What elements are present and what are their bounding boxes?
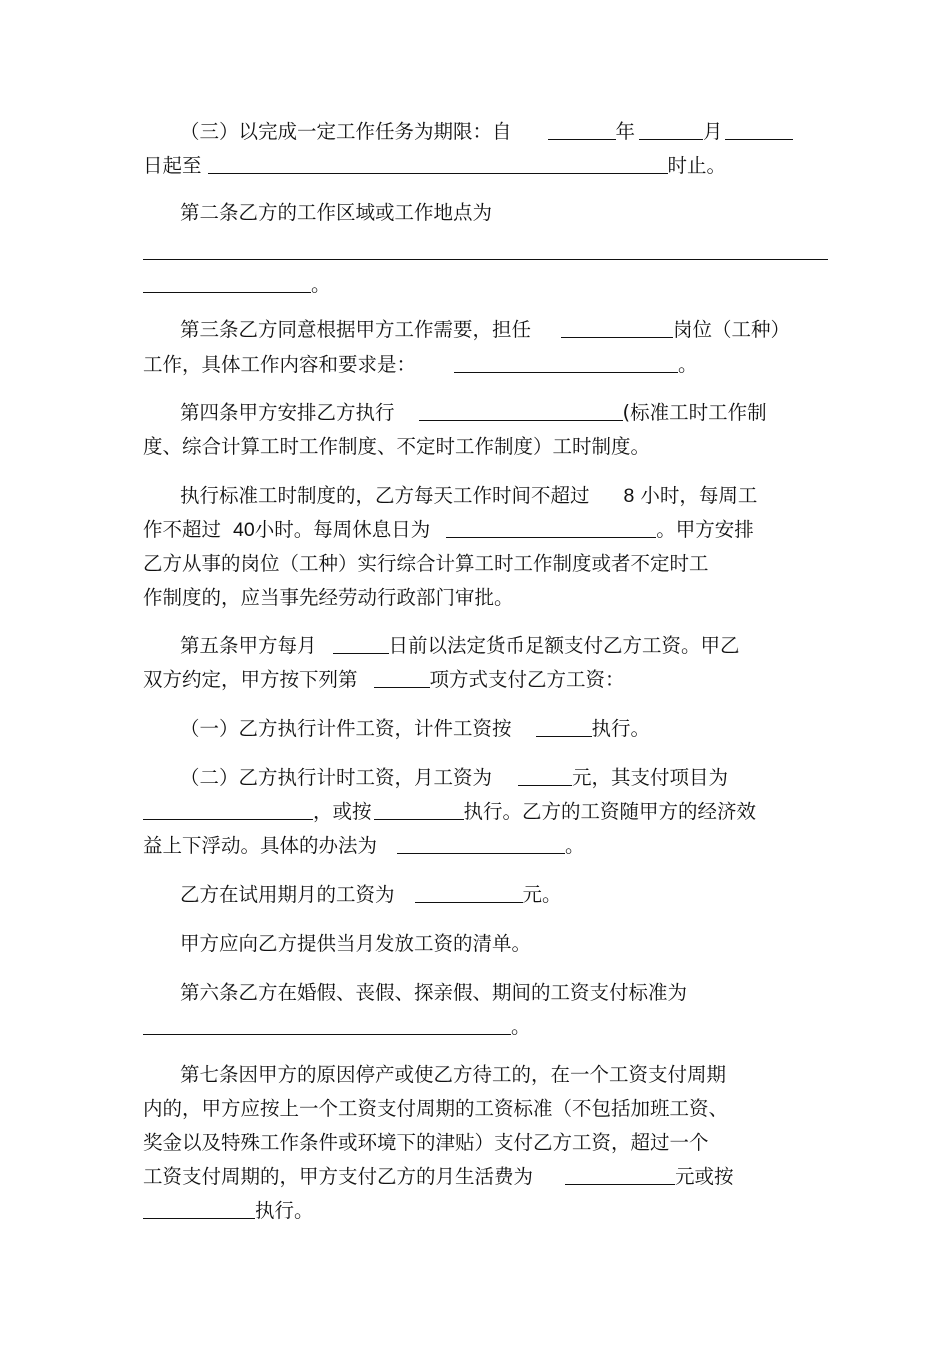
time-wage-line-3: [143, 833, 585, 859]
method-blank[interactable]: [397, 834, 565, 854]
text: 年: [615, 120, 636, 143]
text: （二）乙方执行计时工资，月工资为: [180, 766, 493, 789]
work-hours-system-blank[interactable]: [419, 401, 623, 421]
text: 第四条甲方安排乙方执行: [180, 401, 395, 424]
article-2-line: [180, 200, 492, 226]
text: 工资支付周期的，甲方支付乙方的月生活费为: [143, 1165, 534, 1188]
article-2-end: [143, 272, 331, 298]
article-3-line-1: [180, 317, 790, 343]
text: 甲方应向乙方提供当月发放工资的清单。: [180, 932, 532, 955]
article-7-line-4: [143, 1164, 734, 1190]
time-wage-line-2: [143, 799, 756, 825]
text: 第三条乙方同意根据甲方工作需要，担任: [180, 318, 532, 341]
text: 奖金以及特殊工作条件或环境下的津贴）支付乙方工资，超过一个: [143, 1131, 709, 1154]
text: 内的，甲方应按上一个工资支付周期的工资标准（不包括加班工资、: [143, 1097, 729, 1120]
text: 执行标准工时制度的，乙方每天工作时间不超过: [180, 484, 590, 507]
job-content-blank[interactable]: [454, 353, 678, 373]
month-blank[interactable]: [639, 120, 703, 140]
text: 日前以法定货币足额支付乙方工资。甲乙: [388, 634, 740, 657]
alt-pay-blank[interactable]: [374, 800, 464, 820]
text: 工作，具体工作内容和要求是：: [143, 353, 417, 376]
text: 日起至: [143, 154, 202, 177]
daily-hours: 8: [623, 485, 635, 507]
article-5-line-2: [143, 667, 625, 693]
article-7-line-2: [143, 1096, 728, 1122]
work-location-blank-2[interactable]: [143, 273, 311, 293]
text: 第五条甲方每月: [180, 634, 317, 657]
hours-line-4: [143, 585, 514, 611]
text: 第二条乙方的工作区域或工作地点为: [180, 201, 493, 224]
text: 小时。每周休息日为: [254, 518, 431, 541]
weekly-hours: 40: [233, 519, 255, 541]
text: 双方约定，甲方按下列第: [143, 668, 358, 691]
text: 第七条因甲方的原因停产或使乙方待工的，在一个工资支付周期: [180, 1063, 727, 1086]
text: （三）以完成一定工作任务为期限：自: [180, 120, 512, 143]
text: 执行。乙方的工资随甲方的经济效: [463, 800, 757, 823]
text: 作制度的，应当事先经劳动行政部门审批。: [143, 586, 514, 609]
text: 项方式支付乙方工资：: [429, 668, 625, 691]
text: 元或按: [675, 1165, 734, 1188]
text: 时止。: [667, 154, 727, 177]
article-6-line-1: [180, 980, 687, 1006]
pay-method-blank[interactable]: [374, 668, 430, 688]
year-blank[interactable]: [548, 120, 616, 140]
line-2: [143, 153, 726, 179]
alt-allowance-blank[interactable]: [143, 1199, 255, 1219]
line-1: [180, 119, 793, 145]
text: 小时，每周工: [640, 484, 758, 507]
leave-wage-blank[interactable]: [143, 1015, 511, 1035]
hours-line-2: [143, 517, 754, 543]
text: 。甲方安排: [656, 518, 754, 541]
article-4-line-1: [180, 400, 767, 426]
article-7-line-3: [143, 1130, 709, 1156]
text: 。: [311, 273, 331, 296]
text: 。: [678, 353, 698, 376]
text: 月: [703, 120, 723, 143]
position-blank[interactable]: [561, 318, 673, 338]
payslip-line: [180, 931, 531, 957]
text: ，或按: [313, 800, 372, 823]
work-location-blank[interactable]: [143, 259, 828, 260]
monthly-wage-blank[interactable]: [518, 766, 572, 786]
pay-items-blank[interactable]: [143, 800, 313, 820]
text: 。: [511, 1015, 531, 1038]
probation-wage-blank[interactable]: [415, 883, 523, 903]
time-wage-line-1: [180, 765, 728, 791]
text: 执行。: [255, 1199, 314, 1222]
text: （一）乙方执行计件工资，计件工资按: [180, 717, 512, 740]
piece-wage-line: [180, 716, 650, 742]
text: (标准工时工作制: [622, 401, 767, 424]
text: 元，其支付项目为: [572, 766, 729, 789]
text: 益上下浮动。具体的办法为: [143, 834, 378, 857]
day-blank[interactable]: [725, 120, 793, 140]
piece-wage-blank[interactable]: [536, 717, 592, 737]
probation-wage-line: [180, 882, 562, 908]
rest-day-blank[interactable]: [446, 518, 656, 538]
article-6-line-2: [143, 1014, 531, 1040]
article-3-line-2: [143, 352, 698, 378]
text: 作不超过: [143, 518, 222, 541]
text: 岗位（工种）: [673, 318, 791, 341]
hours-line-1: [180, 483, 757, 509]
text: 。: [565, 834, 585, 857]
article-7-line-5: [143, 1198, 314, 1224]
text: 乙方从事的岗位（工种）实行综合计算工时工作制度或者不定时工: [143, 552, 709, 575]
end-date-blank[interactable]: [208, 154, 668, 174]
living-allowance-blank[interactable]: [565, 1165, 675, 1185]
text: 乙方在试用期月的工资为: [180, 883, 395, 906]
article-7-line-1: [180, 1062, 726, 1088]
article-5-line-1: [180, 633, 740, 659]
pay-day-blank[interactable]: [333, 634, 389, 654]
text: 度、综合计算工时工作制度、不定时工作制度）工时制度。: [143, 435, 651, 458]
text: 元。: [522, 883, 562, 906]
hours-line-3: [143, 551, 709, 577]
article-4-line-2: [143, 434, 650, 460]
text: 第六条乙方在婚假、丧假、探亲假、期间的工资支付标准为: [180, 981, 688, 1004]
text: 执行。: [591, 717, 651, 740]
